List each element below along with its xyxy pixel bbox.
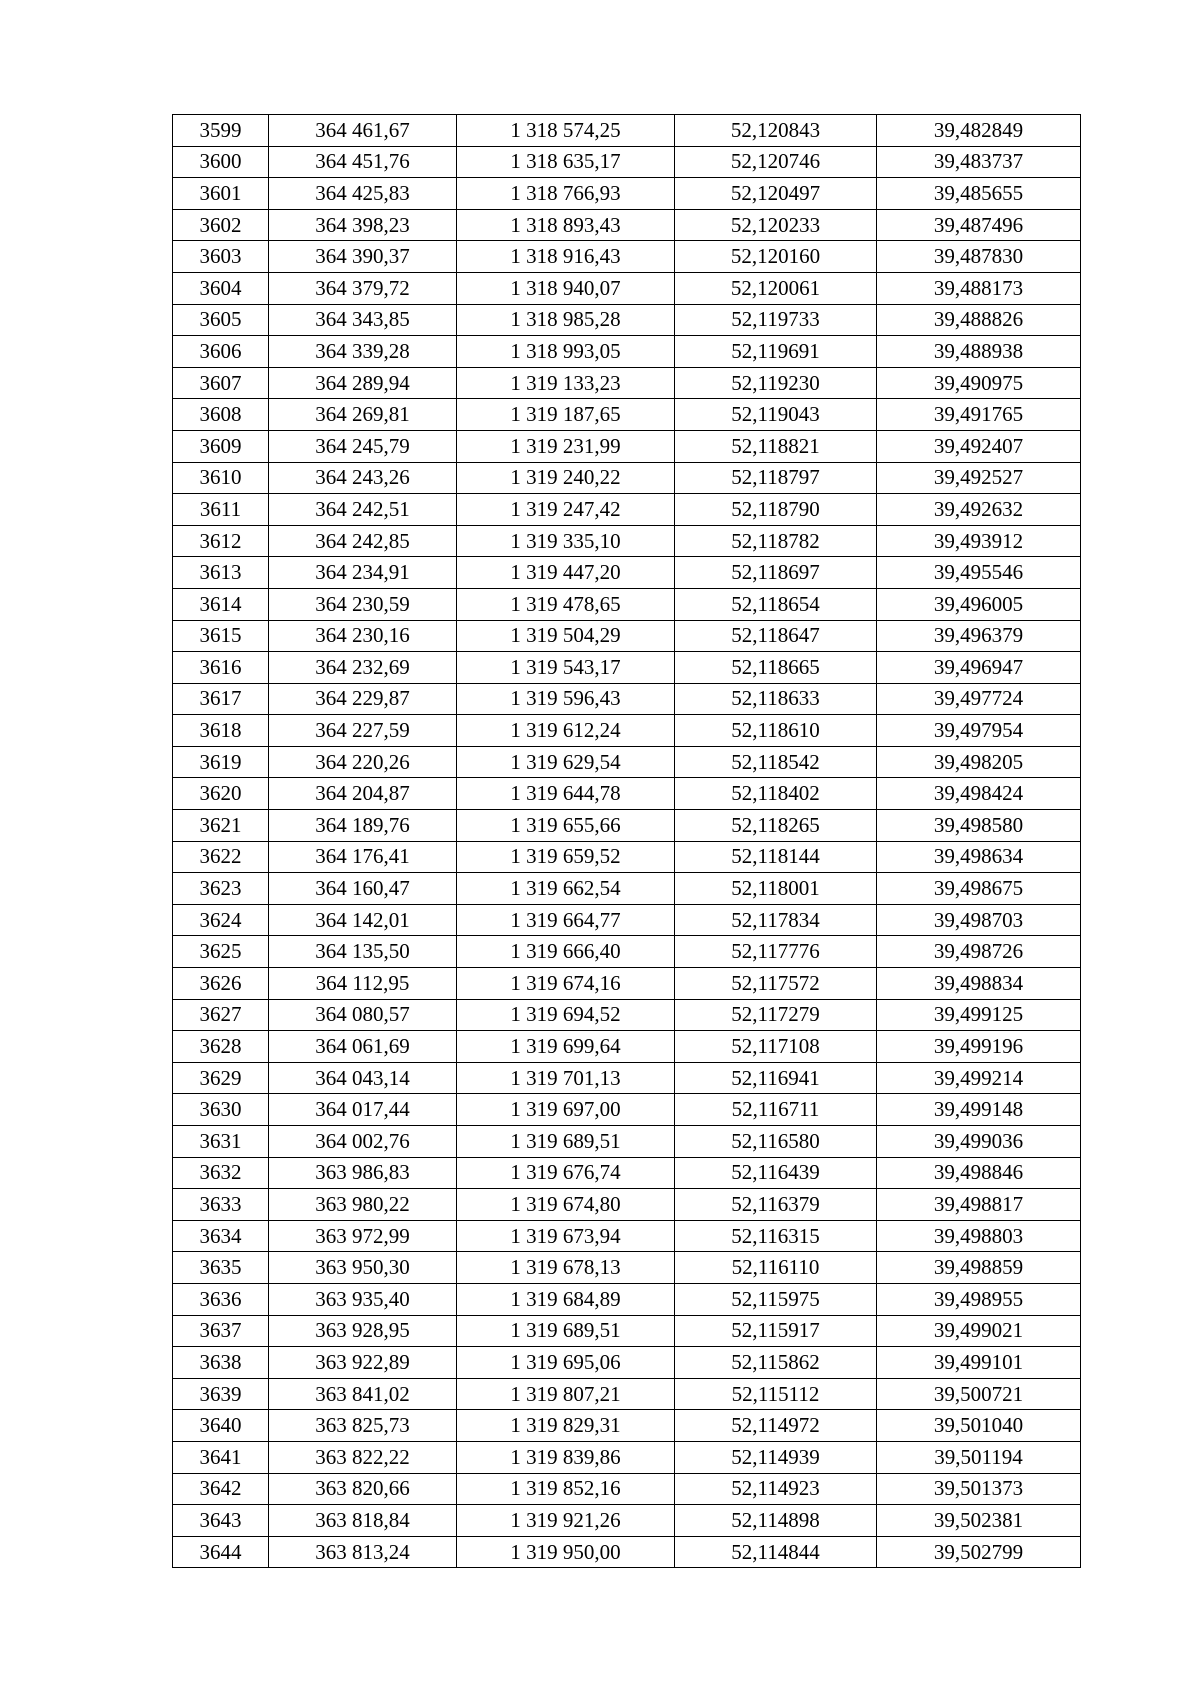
latitude-cell: 52,119691 [675, 336, 877, 368]
point-number-cell: 3600 [173, 146, 269, 178]
longitude-cell: 39,501040 [877, 1410, 1081, 1442]
point-number-cell: 3636 [173, 1283, 269, 1315]
x-coordinate-cell: 364 061,69 [269, 1031, 457, 1063]
latitude-cell: 52,114844 [675, 1536, 877, 1568]
table-row [173, 462, 1081, 494]
point-number-cell: 3609 [173, 430, 269, 462]
latitude-cell: 52,118790 [675, 494, 877, 526]
point-number-cell: 3611 [173, 494, 269, 526]
y-coordinate-cell: 1 319 240,22 [457, 462, 675, 494]
x-coordinate-cell: 364 135,50 [269, 936, 457, 968]
table-row [173, 1062, 1081, 1094]
table-row [173, 1378, 1081, 1410]
coordinates-table-body [173, 115, 1081, 1568]
point-number-cell: 3608 [173, 399, 269, 431]
latitude-cell: 52,119733 [675, 304, 877, 336]
latitude-cell: 52,115862 [675, 1347, 877, 1379]
point-number-cell: 3622 [173, 841, 269, 873]
x-coordinate-cell: 363 841,02 [269, 1378, 457, 1410]
x-coordinate-cell: 364 043,14 [269, 1062, 457, 1094]
table-row [173, 683, 1081, 715]
longitude-cell: 39,496379 [877, 620, 1081, 652]
table-row [173, 715, 1081, 747]
y-coordinate-cell: 1 319 684,89 [457, 1283, 675, 1315]
table-row [173, 494, 1081, 526]
x-coordinate-cell: 363 818,84 [269, 1505, 457, 1537]
x-coordinate-cell: 364 112,95 [269, 968, 457, 1000]
point-number-cell: 3638 [173, 1347, 269, 1379]
point-number-cell: 3616 [173, 652, 269, 684]
latitude-cell: 52,118610 [675, 715, 877, 747]
point-number-cell: 3625 [173, 936, 269, 968]
table-row [173, 557, 1081, 589]
latitude-cell: 52,117279 [675, 999, 877, 1031]
point-number-cell: 3604 [173, 272, 269, 304]
longitude-cell: 39,498726 [877, 936, 1081, 968]
point-number-cell: 3617 [173, 683, 269, 715]
table-row [173, 904, 1081, 936]
x-coordinate-cell: 364 230,16 [269, 620, 457, 652]
table-row [173, 968, 1081, 1000]
point-number-cell: 3610 [173, 462, 269, 494]
longitude-cell: 39,491765 [877, 399, 1081, 431]
y-coordinate-cell: 1 318 916,43 [457, 241, 675, 273]
latitude-cell: 52,115917 [675, 1315, 877, 1347]
x-coordinate-cell: 363 972,99 [269, 1220, 457, 1252]
longitude-cell: 39,488938 [877, 336, 1081, 368]
y-coordinate-cell: 1 319 662,54 [457, 873, 675, 905]
y-coordinate-cell: 1 319 664,77 [457, 904, 675, 936]
latitude-cell: 52,120746 [675, 146, 877, 178]
longitude-cell: 39,495546 [877, 557, 1081, 589]
x-coordinate-cell: 364 339,28 [269, 336, 457, 368]
latitude-cell: 52,118402 [675, 778, 877, 810]
latitude-cell: 52,116580 [675, 1126, 877, 1158]
longitude-cell: 39,498703 [877, 904, 1081, 936]
table-row [173, 1473, 1081, 1505]
latitude-cell: 52,117834 [675, 904, 877, 936]
latitude-cell: 52,116439 [675, 1157, 877, 1189]
point-number-cell: 3603 [173, 241, 269, 273]
point-number-cell: 3640 [173, 1410, 269, 1442]
point-number-cell: 3644 [173, 1536, 269, 1568]
y-coordinate-cell: 1 318 893,43 [457, 209, 675, 241]
x-coordinate-cell: 364 160,47 [269, 873, 457, 905]
y-coordinate-cell: 1 319 504,29 [457, 620, 675, 652]
longitude-cell: 39,497954 [877, 715, 1081, 747]
longitude-cell: 39,497724 [877, 683, 1081, 715]
latitude-cell: 52,118542 [675, 746, 877, 778]
table-row [173, 367, 1081, 399]
longitude-cell: 39,498424 [877, 778, 1081, 810]
point-number-cell: 3641 [173, 1441, 269, 1473]
table-row [173, 1283, 1081, 1315]
table-row [173, 999, 1081, 1031]
longitude-cell: 39,499125 [877, 999, 1081, 1031]
y-coordinate-cell: 1 319 689,51 [457, 1315, 675, 1347]
latitude-cell: 52,118782 [675, 525, 877, 557]
table-row [173, 873, 1081, 905]
x-coordinate-cell: 364 461,67 [269, 115, 457, 147]
point-number-cell: 3633 [173, 1189, 269, 1221]
x-coordinate-cell: 363 980,22 [269, 1189, 457, 1221]
point-number-cell: 3639 [173, 1378, 269, 1410]
table-row [173, 1189, 1081, 1221]
table-row [173, 841, 1081, 873]
y-coordinate-cell: 1 319 629,54 [457, 746, 675, 778]
table-row [173, 1157, 1081, 1189]
x-coordinate-cell: 363 935,40 [269, 1283, 457, 1315]
y-coordinate-cell: 1 319 655,66 [457, 810, 675, 842]
latitude-cell: 52,118144 [675, 841, 877, 873]
latitude-cell: 52,118654 [675, 588, 877, 620]
x-coordinate-cell: 363 950,30 [269, 1252, 457, 1284]
latitude-cell: 52,118697 [675, 557, 877, 589]
point-number-cell: 3606 [173, 336, 269, 368]
point-number-cell: 3635 [173, 1252, 269, 1284]
y-coordinate-cell: 1 319 829,31 [457, 1410, 675, 1442]
latitude-cell: 52,115112 [675, 1378, 877, 1410]
y-coordinate-cell: 1 319 839,86 [457, 1441, 675, 1473]
table-row [173, 336, 1081, 368]
latitude-cell: 52,118665 [675, 652, 877, 684]
point-number-cell: 3637 [173, 1315, 269, 1347]
x-coordinate-cell: 364 002,76 [269, 1126, 457, 1158]
y-coordinate-cell: 1 319 674,16 [457, 968, 675, 1000]
table-row [173, 1536, 1081, 1568]
table-row [173, 304, 1081, 336]
coordinates-table [172, 114, 1081, 1568]
y-coordinate-cell: 1 319 543,17 [457, 652, 675, 684]
point-number-cell: 3643 [173, 1505, 269, 1537]
y-coordinate-cell: 1 319 644,78 [457, 778, 675, 810]
table-row [173, 272, 1081, 304]
latitude-cell: 52,117776 [675, 936, 877, 968]
longitude-cell: 39,499196 [877, 1031, 1081, 1063]
x-coordinate-cell: 364 220,26 [269, 746, 457, 778]
y-coordinate-cell: 1 319 612,24 [457, 715, 675, 747]
point-number-cell: 3631 [173, 1126, 269, 1158]
latitude-cell: 52,118265 [675, 810, 877, 842]
longitude-cell: 39,502381 [877, 1505, 1081, 1537]
longitude-cell: 39,499214 [877, 1062, 1081, 1094]
x-coordinate-cell: 364 230,59 [269, 588, 457, 620]
table-row [173, 1220, 1081, 1252]
longitude-cell: 39,498817 [877, 1189, 1081, 1221]
y-coordinate-cell: 1 319 659,52 [457, 841, 675, 873]
longitude-cell: 39,502799 [877, 1536, 1081, 1568]
longitude-cell: 39,499021 [877, 1315, 1081, 1347]
latitude-cell: 52,118821 [675, 430, 877, 462]
y-coordinate-cell: 1 319 807,21 [457, 1378, 675, 1410]
y-coordinate-cell: 1 318 635,17 [457, 146, 675, 178]
table-row [173, 778, 1081, 810]
longitude-cell: 39,498803 [877, 1220, 1081, 1252]
point-number-cell: 3620 [173, 778, 269, 810]
longitude-cell: 39,498846 [877, 1157, 1081, 1189]
longitude-cell: 39,487496 [877, 209, 1081, 241]
longitude-cell: 39,488826 [877, 304, 1081, 336]
x-coordinate-cell: 364 425,83 [269, 178, 457, 210]
longitude-cell: 39,500721 [877, 1378, 1081, 1410]
longitude-cell: 39,498634 [877, 841, 1081, 873]
table-row [173, 620, 1081, 652]
point-number-cell: 3630 [173, 1094, 269, 1126]
x-coordinate-cell: 364 243,26 [269, 462, 457, 494]
latitude-cell: 52,116711 [675, 1094, 877, 1126]
latitude-cell: 52,118633 [675, 683, 877, 715]
y-coordinate-cell: 1 318 766,93 [457, 178, 675, 210]
longitude-cell: 39,498205 [877, 746, 1081, 778]
y-coordinate-cell: 1 318 993,05 [457, 336, 675, 368]
point-number-cell: 3624 [173, 904, 269, 936]
y-coordinate-cell: 1 319 852,16 [457, 1473, 675, 1505]
table-row [173, 146, 1081, 178]
point-number-cell: 3612 [173, 525, 269, 557]
point-number-cell: 3626 [173, 968, 269, 1000]
table-row [173, 1410, 1081, 1442]
latitude-cell: 52,115975 [675, 1283, 877, 1315]
y-coordinate-cell: 1 319 447,20 [457, 557, 675, 589]
table-row [173, 1031, 1081, 1063]
longitude-cell: 39,498955 [877, 1283, 1081, 1315]
x-coordinate-cell: 364 080,57 [269, 999, 457, 1031]
latitude-cell: 52,120061 [675, 272, 877, 304]
x-coordinate-cell: 364 229,87 [269, 683, 457, 715]
y-coordinate-cell: 1 318 985,28 [457, 304, 675, 336]
x-coordinate-cell: 363 986,83 [269, 1157, 457, 1189]
table-row [173, 1347, 1081, 1379]
y-coordinate-cell: 1 319 674,80 [457, 1189, 675, 1221]
longitude-cell: 39,485655 [877, 178, 1081, 210]
x-coordinate-cell: 363 813,24 [269, 1536, 457, 1568]
y-coordinate-cell: 1 318 574,25 [457, 115, 675, 147]
point-number-cell: 3621 [173, 810, 269, 842]
y-coordinate-cell: 1 319 666,40 [457, 936, 675, 968]
longitude-cell: 39,487830 [877, 241, 1081, 273]
y-coordinate-cell: 1 319 596,43 [457, 683, 675, 715]
y-coordinate-cell: 1 319 950,00 [457, 1536, 675, 1568]
point-number-cell: 3618 [173, 715, 269, 747]
longitude-cell: 39,498834 [877, 968, 1081, 1000]
table-row [173, 936, 1081, 968]
table-row [173, 430, 1081, 462]
point-number-cell: 3629 [173, 1062, 269, 1094]
table-row [173, 588, 1081, 620]
latitude-cell: 52,117108 [675, 1031, 877, 1063]
x-coordinate-cell: 364 176,41 [269, 841, 457, 873]
longitude-cell: 39,483737 [877, 146, 1081, 178]
y-coordinate-cell: 1 319 247,42 [457, 494, 675, 526]
x-coordinate-cell: 364 232,69 [269, 652, 457, 684]
latitude-cell: 52,116379 [675, 1189, 877, 1221]
y-coordinate-cell: 1 319 699,64 [457, 1031, 675, 1063]
x-coordinate-cell: 364 245,79 [269, 430, 457, 462]
longitude-cell: 39,499036 [877, 1126, 1081, 1158]
table-row [173, 652, 1081, 684]
x-coordinate-cell: 364 234,91 [269, 557, 457, 589]
point-number-cell: 3615 [173, 620, 269, 652]
longitude-cell: 39,493912 [877, 525, 1081, 557]
point-number-cell: 3634 [173, 1220, 269, 1252]
longitude-cell: 39,498580 [877, 810, 1081, 842]
longitude-cell: 39,496005 [877, 588, 1081, 620]
point-number-cell: 3613 [173, 557, 269, 589]
y-coordinate-cell: 1 318 940,07 [457, 272, 675, 304]
y-coordinate-cell: 1 319 673,94 [457, 1220, 675, 1252]
longitude-cell: 39,498675 [877, 873, 1081, 905]
longitude-cell: 39,490975 [877, 367, 1081, 399]
y-coordinate-cell: 1 319 478,65 [457, 588, 675, 620]
latitude-cell: 52,120160 [675, 241, 877, 273]
table-row [173, 1094, 1081, 1126]
latitude-cell: 52,119043 [675, 399, 877, 431]
table-row [173, 525, 1081, 557]
longitude-cell: 39,501373 [877, 1473, 1081, 1505]
latitude-cell: 52,114923 [675, 1473, 877, 1505]
longitude-cell: 39,492407 [877, 430, 1081, 462]
y-coordinate-cell: 1 319 701,13 [457, 1062, 675, 1094]
table-row [173, 209, 1081, 241]
latitude-cell: 52,114939 [675, 1441, 877, 1473]
x-coordinate-cell: 364 204,87 [269, 778, 457, 810]
x-coordinate-cell: 364 242,51 [269, 494, 457, 526]
table-row [173, 115, 1081, 147]
table-row [173, 241, 1081, 273]
longitude-cell: 39,492527 [877, 462, 1081, 494]
longitude-cell: 39,482849 [877, 115, 1081, 147]
y-coordinate-cell: 1 319 133,23 [457, 367, 675, 399]
y-coordinate-cell: 1 319 231,99 [457, 430, 675, 462]
table-row [173, 1252, 1081, 1284]
point-number-cell: 3628 [173, 1031, 269, 1063]
y-coordinate-cell: 1 319 697,00 [457, 1094, 675, 1126]
longitude-cell: 39,488173 [877, 272, 1081, 304]
point-number-cell: 3627 [173, 999, 269, 1031]
x-coordinate-cell: 364 269,81 [269, 399, 457, 431]
x-coordinate-cell: 364 289,94 [269, 367, 457, 399]
x-coordinate-cell: 363 922,89 [269, 1347, 457, 1379]
point-number-cell: 3619 [173, 746, 269, 778]
table-row [173, 399, 1081, 431]
table-row [173, 1441, 1081, 1473]
latitude-cell: 52,120497 [675, 178, 877, 210]
point-number-cell: 3623 [173, 873, 269, 905]
point-number-cell: 3605 [173, 304, 269, 336]
latitude-cell: 52,117572 [675, 968, 877, 1000]
x-coordinate-cell: 364 242,85 [269, 525, 457, 557]
longitude-cell: 39,499101 [877, 1347, 1081, 1379]
x-coordinate-cell: 364 390,37 [269, 241, 457, 273]
latitude-cell: 52,120843 [675, 115, 877, 147]
table-row [173, 810, 1081, 842]
x-coordinate-cell: 364 343,85 [269, 304, 457, 336]
latitude-cell: 52,118647 [675, 620, 877, 652]
x-coordinate-cell: 364 451,76 [269, 146, 457, 178]
latitude-cell: 52,114972 [675, 1410, 877, 1442]
point-number-cell: 3599 [173, 115, 269, 147]
y-coordinate-cell: 1 319 689,51 [457, 1126, 675, 1158]
latitude-cell: 52,118797 [675, 462, 877, 494]
latitude-cell: 52,116110 [675, 1252, 877, 1284]
table-row [173, 1126, 1081, 1158]
x-coordinate-cell: 364 398,23 [269, 209, 457, 241]
latitude-cell: 52,114898 [675, 1505, 877, 1537]
table-row [173, 1505, 1081, 1537]
latitude-cell: 52,116941 [675, 1062, 877, 1094]
y-coordinate-cell: 1 319 187,65 [457, 399, 675, 431]
longitude-cell: 39,498859 [877, 1252, 1081, 1284]
y-coordinate-cell: 1 319 921,26 [457, 1505, 675, 1537]
table-row [173, 178, 1081, 210]
point-number-cell: 3602 [173, 209, 269, 241]
point-number-cell: 3614 [173, 588, 269, 620]
table-row [173, 1315, 1081, 1347]
longitude-cell: 39,499148 [877, 1094, 1081, 1126]
x-coordinate-cell: 364 227,59 [269, 715, 457, 747]
y-coordinate-cell: 1 319 678,13 [457, 1252, 675, 1284]
y-coordinate-cell: 1 319 335,10 [457, 525, 675, 557]
point-number-cell: 3601 [173, 178, 269, 210]
y-coordinate-cell: 1 319 695,06 [457, 1347, 675, 1379]
point-number-cell: 3607 [173, 367, 269, 399]
longitude-cell: 39,501194 [877, 1441, 1081, 1473]
point-number-cell: 3642 [173, 1473, 269, 1505]
latitude-cell: 52,116315 [675, 1220, 877, 1252]
longitude-cell: 39,492632 [877, 494, 1081, 526]
y-coordinate-cell: 1 319 676,74 [457, 1157, 675, 1189]
x-coordinate-cell: 363 822,22 [269, 1441, 457, 1473]
x-coordinate-cell: 363 820,66 [269, 1473, 457, 1505]
x-coordinate-cell: 364 379,72 [269, 272, 457, 304]
x-coordinate-cell: 364 017,44 [269, 1094, 457, 1126]
x-coordinate-cell: 364 142,01 [269, 904, 457, 936]
latitude-cell: 52,118001 [675, 873, 877, 905]
y-coordinate-cell: 1 319 694,52 [457, 999, 675, 1031]
latitude-cell: 52,119230 [675, 367, 877, 399]
x-coordinate-cell: 364 189,76 [269, 810, 457, 842]
longitude-cell: 39,496947 [877, 652, 1081, 684]
table-row [173, 746, 1081, 778]
x-coordinate-cell: 363 928,95 [269, 1315, 457, 1347]
latitude-cell: 52,120233 [675, 209, 877, 241]
x-coordinate-cell: 363 825,73 [269, 1410, 457, 1442]
point-number-cell: 3632 [173, 1157, 269, 1189]
